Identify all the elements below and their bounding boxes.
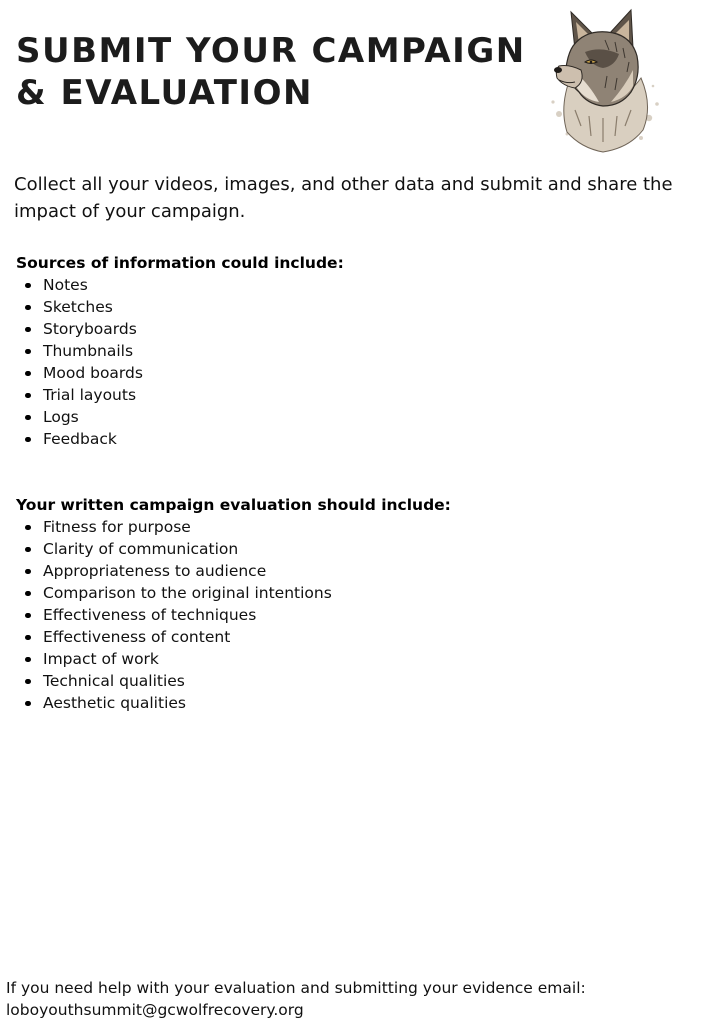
list-item: Impact of work	[16, 648, 656, 670]
list-item: Comparison to the original intentions	[16, 582, 656, 604]
list-item: Feedback	[16, 428, 656, 450]
contact-email[interactable]: loboyouthsummit@gcwolfrecovery.org	[6, 1001, 304, 1019]
list-item: Aesthetic qualities	[16, 692, 656, 714]
sources-list	[16, 274, 656, 450]
evaluation-list	[16, 516, 656, 714]
list-item: Logs	[16, 406, 656, 428]
list-item: Clarity of communication	[16, 538, 656, 560]
evaluation-section	[16, 494, 656, 714]
list-item: Effectiveness of content	[16, 626, 656, 648]
list-item: Mood boards	[16, 362, 656, 384]
help-text: If you need help with your evaluation and submitting your evidence email:	[6, 979, 586, 997]
list-item: Sketches	[16, 296, 656, 318]
list-item: Fitness for purpose	[16, 516, 656, 538]
footer-note	[6, 977, 706, 1021]
list-item: Technical qualities	[16, 670, 656, 692]
evaluation-heading: Your written campaign evaluation should include:	[16, 496, 451, 514]
intro-text: Collect all your videos, images, and other data and submit and share the impact of your campaign.	[14, 174, 673, 222]
list-item: Thumbnails	[16, 340, 656, 362]
wolf-illustration	[545, 6, 663, 154]
list-item: Trial layouts	[16, 384, 656, 406]
list-item: Notes	[16, 274, 656, 296]
sources-heading: Sources of information could include:	[16, 254, 344, 272]
page-title: SUBMIT YOUR CAMPAIGN & EVALUATION	[16, 31, 526, 113]
list-item: Appropriateness to audience	[16, 560, 656, 582]
list-item: Storyboards	[16, 318, 656, 340]
sources-section	[16, 252, 656, 450]
list-item: Effectiveness of techniques	[16, 604, 656, 626]
